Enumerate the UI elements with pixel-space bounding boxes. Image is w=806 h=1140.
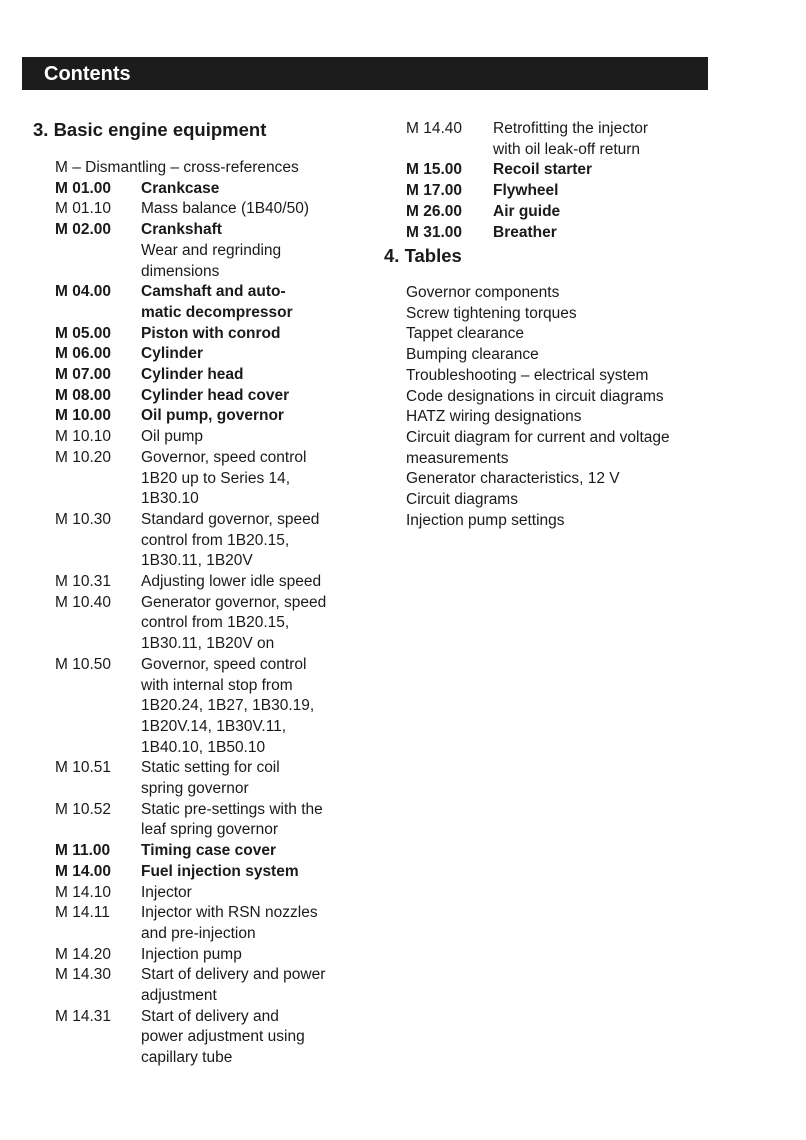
- section-3-entry: [55, 883, 385, 904]
- section-3-entry: [55, 282, 385, 323]
- entry-code: M 14.00: [55, 862, 112, 880]
- section-3-entry: [55, 945, 385, 966]
- entry-title: Standard governor, speed control from 1B20.15, 1B30.11, 1B20V: [141, 510, 320, 570]
- section-3-entry: [55, 593, 385, 655]
- entry-title: Adjusting lower idle speed: [141, 573, 322, 590]
- entry-title: Oil pump: [141, 428, 204, 446]
- entry-title: Wear and regrinding dimensions: [141, 241, 282, 280]
- entry-code: M 10.30: [55, 510, 112, 528]
- entry-title: M – Dismantling – cross-references: [55, 159, 299, 176]
- section-3-entry: [55, 406, 385, 427]
- entry-title: Crankshaft: [141, 221, 222, 239]
- entry-code: M 02.00: [55, 221, 112, 239]
- entry-code: M 10.52: [55, 800, 112, 818]
- entry-code: M 14.40: [406, 120, 463, 137]
- section-3-heading: 3. Basic engine equipment: [33, 119, 267, 140]
- entry-title: Retrofitting the injector with oil leak-off return: [493, 120, 649, 158]
- section-3-continued-entry: [406, 202, 736, 223]
- contents-header-bar: [22, 57, 708, 90]
- entry-title: Fuel injection system: [141, 862, 299, 880]
- entry-code: M 14.30: [55, 966, 112, 984]
- entry-code: M 31.00: [406, 223, 463, 241]
- section-3-continued-entry: [406, 119, 736, 160]
- entry-title: Injection pump: [141, 945, 242, 963]
- entry-code: M 04.00: [55, 283, 112, 301]
- section-3-entry: [55, 903, 385, 944]
- entry-title: Static setting for coil spring governor: [141, 759, 280, 797]
- entry-code: M 10.10: [55, 428, 112, 446]
- section-3-entry: [55, 199, 385, 220]
- section-4-item: Circuit diagram for current and voltage measurements: [406, 428, 670, 467]
- entry-title: Start of delivery and power adjustment: [141, 966, 326, 1004]
- section-3-entry: [55, 365, 385, 386]
- section-3-entry: [55, 862, 385, 883]
- section-3-entry: [55, 220, 385, 241]
- entry-code: M 05.00: [55, 324, 112, 342]
- entry-code: M 10.40: [55, 593, 112, 611]
- section-3-entry: [55, 572, 385, 593]
- entry-code: M 14.31: [55, 1007, 112, 1025]
- entry-title: Piston with conrod: [141, 324, 281, 342]
- entry-title: Start of delivery and power adjustment using capillary tube: [141, 1007, 305, 1067]
- entry-code: M 10.20: [55, 448, 112, 466]
- entry-title: Cylinder head: [141, 366, 244, 383]
- entry-code: M 17.00: [406, 182, 463, 200]
- entry-code: M 08.00: [55, 386, 112, 404]
- section-3-entry: [55, 241, 385, 282]
- section-3-entry: [55, 655, 385, 759]
- section-3-entry: [55, 448, 385, 510]
- section-3-entry: [55, 841, 385, 862]
- section-3-continued-entry: [406, 160, 736, 181]
- entry-code: M 10.31: [55, 573, 112, 590]
- entry-title: Cylinder: [141, 345, 204, 363]
- section-3-continued-entry: [406, 181, 736, 202]
- entry-code: M 14.10: [55, 883, 112, 901]
- entry-title: Generator governor, speed control from 1B20.15, 1B30.11, 1B20V on: [141, 593, 327, 653]
- entry-code: M 06.00: [55, 345, 112, 363]
- page-title: Contents: [44, 63, 131, 85]
- entry-code: M 10.50: [55, 655, 112, 673]
- section-3-entry: [55, 510, 385, 572]
- section-3-entry: [55, 965, 385, 1006]
- section-3-entry: [55, 344, 385, 365]
- section-4-item: Code designations in circuit diagrams: [406, 387, 664, 405]
- entry-title: Mass balance (1B40/50): [141, 200, 310, 218]
- section-3-entry: [55, 800, 385, 841]
- section-3-continued-entry: [406, 223, 736, 244]
- entry-code: M 11.00: [55, 842, 111, 860]
- entry-code: M 15.00: [406, 161, 463, 179]
- entry-title: Flywheel: [493, 182, 559, 200]
- section-4-heading: 4. Tables: [384, 245, 462, 266]
- section-4-item: Troubleshooting – electrical system: [406, 366, 649, 384]
- section-4-item: Screw tightening torques: [406, 304, 577, 322]
- entry-title: Camshaft and auto- matic decompressor: [141, 283, 293, 321]
- entry-title: Cylinder head cover: [141, 386, 290, 404]
- entry-title: Governor, speed control 1B20 up to Series 14, 1B30.10: [141, 448, 307, 508]
- entry-title: Air guide: [493, 202, 561, 220]
- entry-code: M 14.11: [55, 904, 110, 922]
- entry-title: Static pre-settings with the leaf spring governor: [141, 800, 323, 839]
- entry-code: M 01.00: [55, 179, 112, 197]
- section-4-item: Governor components: [406, 284, 560, 301]
- section-3-entry: [55, 386, 385, 407]
- section-4-item: HATZ wiring designations: [406, 408, 582, 426]
- entry-code: M 01.10: [55, 200, 112, 218]
- entry-title: Governor, speed control with internal stop from 1B20.24, 1B27, 1B30.19, 1B20V.14, 1B30V.11, 1B40.10, 1B50.10: [141, 655, 315, 756]
- section-4-item: Circuit diagrams: [406, 491, 518, 508]
- entry-title: Oil pump, governor: [141, 407, 284, 425]
- section-3-entry: [55, 758, 385, 799]
- section-3-entry: [55, 427, 385, 448]
- section-4-item: Bumping clearance: [406, 346, 539, 364]
- section-4-item: Tappet clearance: [406, 325, 525, 343]
- entry-title: Breather: [493, 223, 557, 241]
- entry-title: Crankcase: [141, 179, 220, 197]
- entry-code: M 10.00: [55, 407, 112, 425]
- section-3-entry: [55, 158, 385, 179]
- section-3-entry: [55, 1007, 385, 1069]
- entry-title: Recoil starter: [493, 161, 593, 179]
- entry-code: M 26.00: [406, 202, 463, 220]
- entry-title: Injector with RSN nozzles and pre-injection: [141, 904, 318, 942]
- section-3-entry: [55, 324, 385, 345]
- entry-code: M 07.00: [55, 366, 112, 383]
- entry-code: M 10.51: [55, 759, 112, 777]
- section-4-item: Generator characteristics, 12 V: [406, 470, 620, 488]
- section-3-entry: [55, 179, 385, 200]
- entry-code: M 14.20: [55, 945, 112, 963]
- entry-title: Timing case cover: [141, 842, 276, 860]
- entry-title: Injector: [141, 883, 192, 901]
- section-4-item: Injection pump settings: [406, 511, 565, 529]
